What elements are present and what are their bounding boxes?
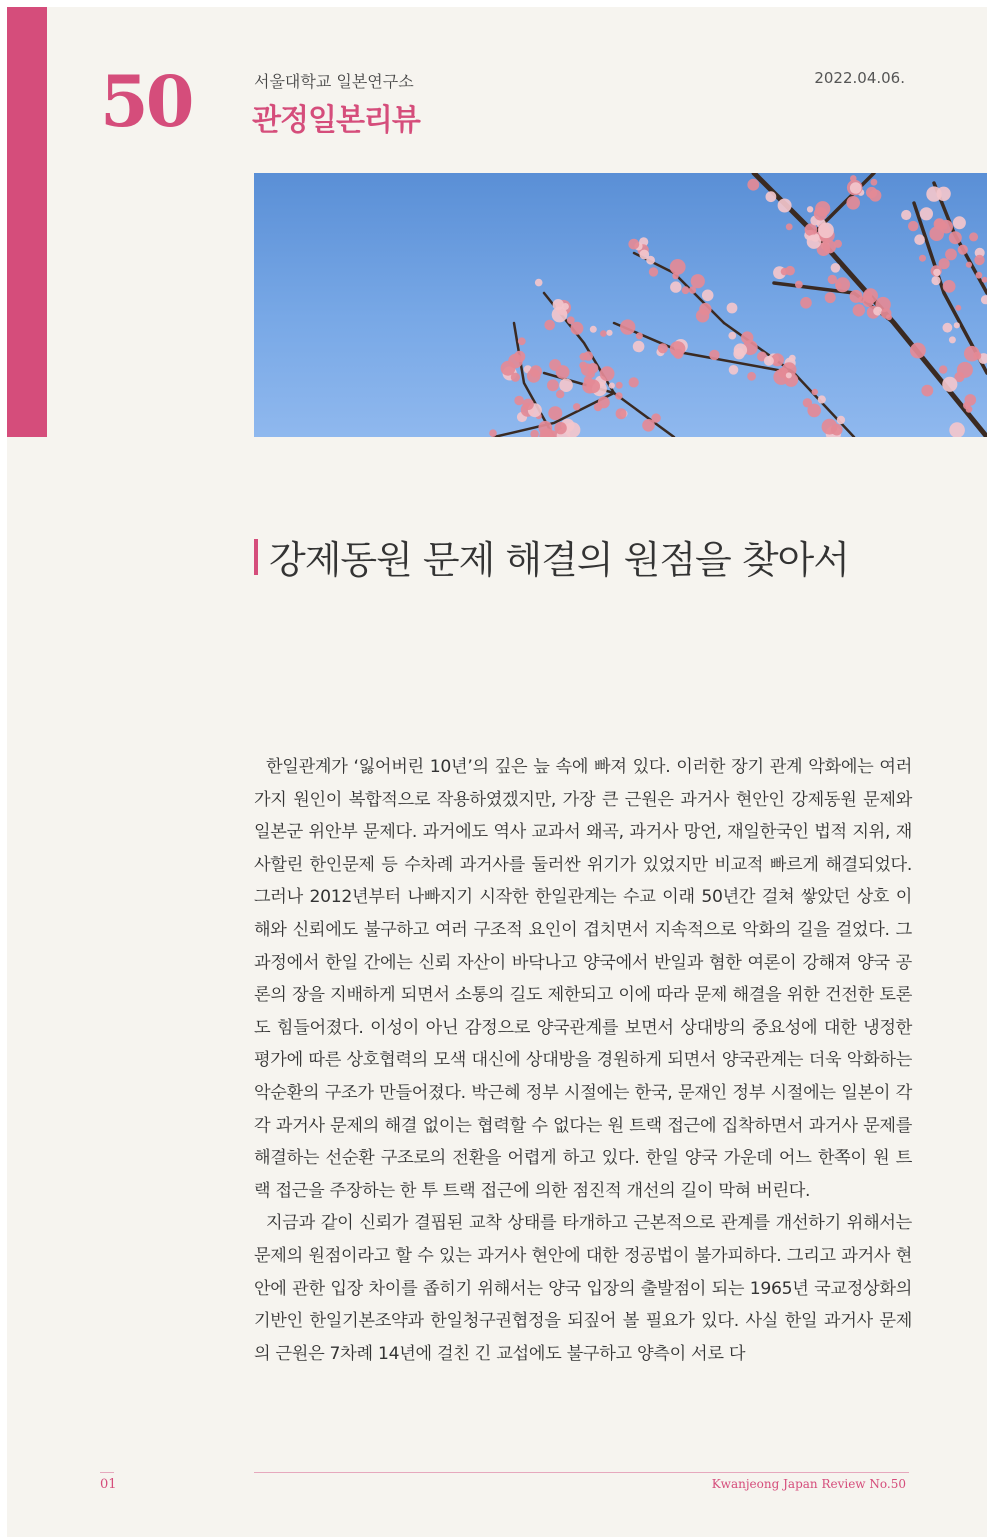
article-paragraph-2: 지금과 같이 신뢰가 결핍된 교착 상태를 타개하고 근본적으로 관계를 개선하기 위해서는 문제의 원점이라고 할 수 있는 과거사 현안에 대한 정공법이 불가피하다. 그리고 과거사 현안에 관한 입장 차이를 좁히기 위해서는 양국 입장의 출발점이 되는 1965년 국교정상화의 기반인 한일기본조약과 한일청구권협정을 되짚어 볼 필요가 있다. 사실 한일 과거사 문제의 근원은 7차례 14년에 걸친 긴 교섭에도 불구하고 양측이 서로 다 [254,1213,912,1364]
blossom [943,280,956,293]
blossom [953,216,966,229]
blossom [579,362,587,370]
blossom [831,424,843,436]
article-body [254,751,912,1370]
blossom [963,402,971,410]
blossom [800,297,812,309]
blossom [620,319,635,334]
title-accent-mark [254,539,258,575]
footer-divider [254,1472,909,1473]
blossom [489,429,497,437]
blossom [818,395,826,403]
blossom [850,175,857,182]
blossom [914,234,925,245]
blossom [812,389,818,395]
blossom [837,416,845,424]
blossom [691,274,705,288]
blossom [807,206,813,212]
blossom [548,406,562,420]
blossom [670,281,681,292]
blossom [954,322,960,328]
blossom [966,262,972,268]
blossom [616,382,623,389]
blossom [766,191,777,202]
blossom [831,263,841,273]
blossom [871,179,878,186]
blossom [636,332,643,339]
footer-journal-name: Kwanjeong Japan Review No.50 [711,1477,906,1491]
blossom [786,223,793,230]
blossom [570,322,583,335]
blossom [747,372,756,381]
blossom [682,286,690,294]
blossom [945,249,957,261]
blossom [508,354,523,369]
blossom [942,377,957,392]
blossom [573,403,580,410]
blossom [939,365,947,373]
blossom [807,235,821,249]
blossom [649,267,658,276]
blossom [658,343,668,353]
blossom [921,385,933,397]
blossom [850,182,862,194]
blossom [969,232,978,241]
blossom [873,307,882,316]
blossom [554,422,566,434]
blossom [616,408,627,419]
blossom [553,299,564,310]
blossom [633,341,645,353]
blossom [795,281,803,289]
institute-name: 서울대학교 일본연구소 [254,72,414,91]
blossom [958,245,968,255]
article-paragraph-1: 한일관계가 ‘잃어버린 10년’의 깊은 늪 속에 빠져 있다. 이러한 장기 관계 악화에는 여러 가지 원인이 복합적으로 작용하였겠지만, 가장 큰 근원은 과거사 현안인 강제동원 문제와 일본군 위안부 문제다. 과거에도 역사 교과서 왜곡, 과거사 망언, 재일한국인 법적 지위, 재사할린 한인문제 등 수차례 과거사를 둘러싼 위기가 있었지만 비교적 빠르게 해결되었다. 그러나 2012년부터 나빠지기 시작한 한일관계는 수교 이래 50년간 걸쳐 쌓았던 상호 이해와 신뢰에도 불구하고 여러 구조적 요인이 겹치면서 지속적으로 악화의 길을 걸었다. 그 과정에서 한일 간에는 신뢰 자산이 바닥나고 양국에서 반일과 혐한 여론이 강해져 양국 공론의 장을 지배하게 되면서 소통의 길도 제한되고 이에 따라 문제 해결을 위한 건전한 토론도 힘들어졌다. 이성이 아닌 감정으로 양국관계를 보면서 상대방의 중요성에 대한 냉정한 평가에 따른 상호협력의 모색 대신에 상대방을 경원하게 되면서 양국관계는 더욱 악화하는 악순환의 구조가 만들어졌다. 박근혜 정부 시절에는 한국, 문재인 정부 시절에는 일본이 각각 과거사 문제의 해결 없이는 협력할 수 없다는 원 트랙 접근에 집착하면서 과거사 문제를 해결하는 선순환 구조로의 전환을 어렵게 하고 있다. 한일 양국 가운데 어느 한쪽이 원 트랙 접근을 주장하는 한 투 트랙 접근에 의한 점진적 개선의 길이 막혀 버린다. [254,757,912,1201]
blossom [976,272,983,279]
blossom [781,268,789,276]
blossom [559,378,573,392]
issue-number: 50 [100,60,192,143]
publication-date: 2022.04.06. [814,69,905,87]
blossom [863,288,878,303]
blossom [786,372,792,378]
blossom [919,255,926,262]
blossom [696,309,709,322]
blossom [600,330,607,337]
blossom [901,210,911,220]
blossom [931,276,940,285]
blossom [727,303,738,314]
journal-title: 관정일본리뷰 [252,103,420,138]
blossom [908,221,918,231]
blossom [734,343,747,356]
blossom [588,371,595,378]
blossom [580,353,588,361]
blossom [949,231,962,244]
blossom [538,421,552,435]
footer-divider-short [100,1472,114,1473]
side-accent-bar [7,7,47,437]
page-number: 01 [100,1477,117,1492]
blossom [933,269,940,276]
cherry-blossom-illustration [254,173,987,437]
blossom [920,207,933,220]
blossom [511,373,520,382]
blossom [514,396,524,406]
blossom [609,383,615,389]
blossom [615,392,622,399]
blossom [729,365,739,375]
blossom [949,422,965,437]
blossom [939,258,950,269]
blossom [523,399,534,410]
blossom [600,366,615,381]
blossom [670,259,686,275]
blossom [949,336,956,343]
blossom [709,350,719,360]
blossom [955,305,961,311]
blossom [747,179,759,191]
blossom [850,290,863,303]
blossom [869,189,881,201]
blossom [974,255,984,265]
blossom [853,304,865,316]
blossom [835,277,850,292]
blossom [598,396,610,408]
cherry-blossom-photo [254,173,987,437]
blossom [818,223,834,239]
blossom [590,326,597,333]
blossom [556,390,564,398]
page [7,7,987,1537]
blossom [642,419,655,432]
article-title [254,529,849,584]
blossom [943,323,953,333]
blossom [815,201,830,216]
blossom [828,275,837,284]
blossom [881,308,892,319]
blossom [544,320,555,331]
blossom [825,292,836,303]
blossom [547,379,559,391]
blossom [728,332,736,340]
blossom [530,430,538,437]
article-title-text: 강제동원 문제 해결의 원점을 찾아서 [269,538,849,582]
blossom [702,290,714,302]
blossom [549,359,561,371]
blossom [518,337,526,345]
blossom [939,220,953,234]
blossom [628,239,639,250]
blossom [846,196,860,210]
blossom [778,199,792,213]
blossom [807,404,821,418]
blossom [629,377,639,387]
blossom [606,330,612,336]
blossom [535,279,543,287]
blossom [764,356,774,366]
blossom [936,187,950,201]
blossom [910,343,926,359]
blossom [527,369,541,383]
blossom [964,346,980,362]
blossom [670,341,686,357]
blossom [639,250,649,260]
blossom [957,362,973,378]
blossom [672,273,679,280]
blossom [981,295,987,304]
